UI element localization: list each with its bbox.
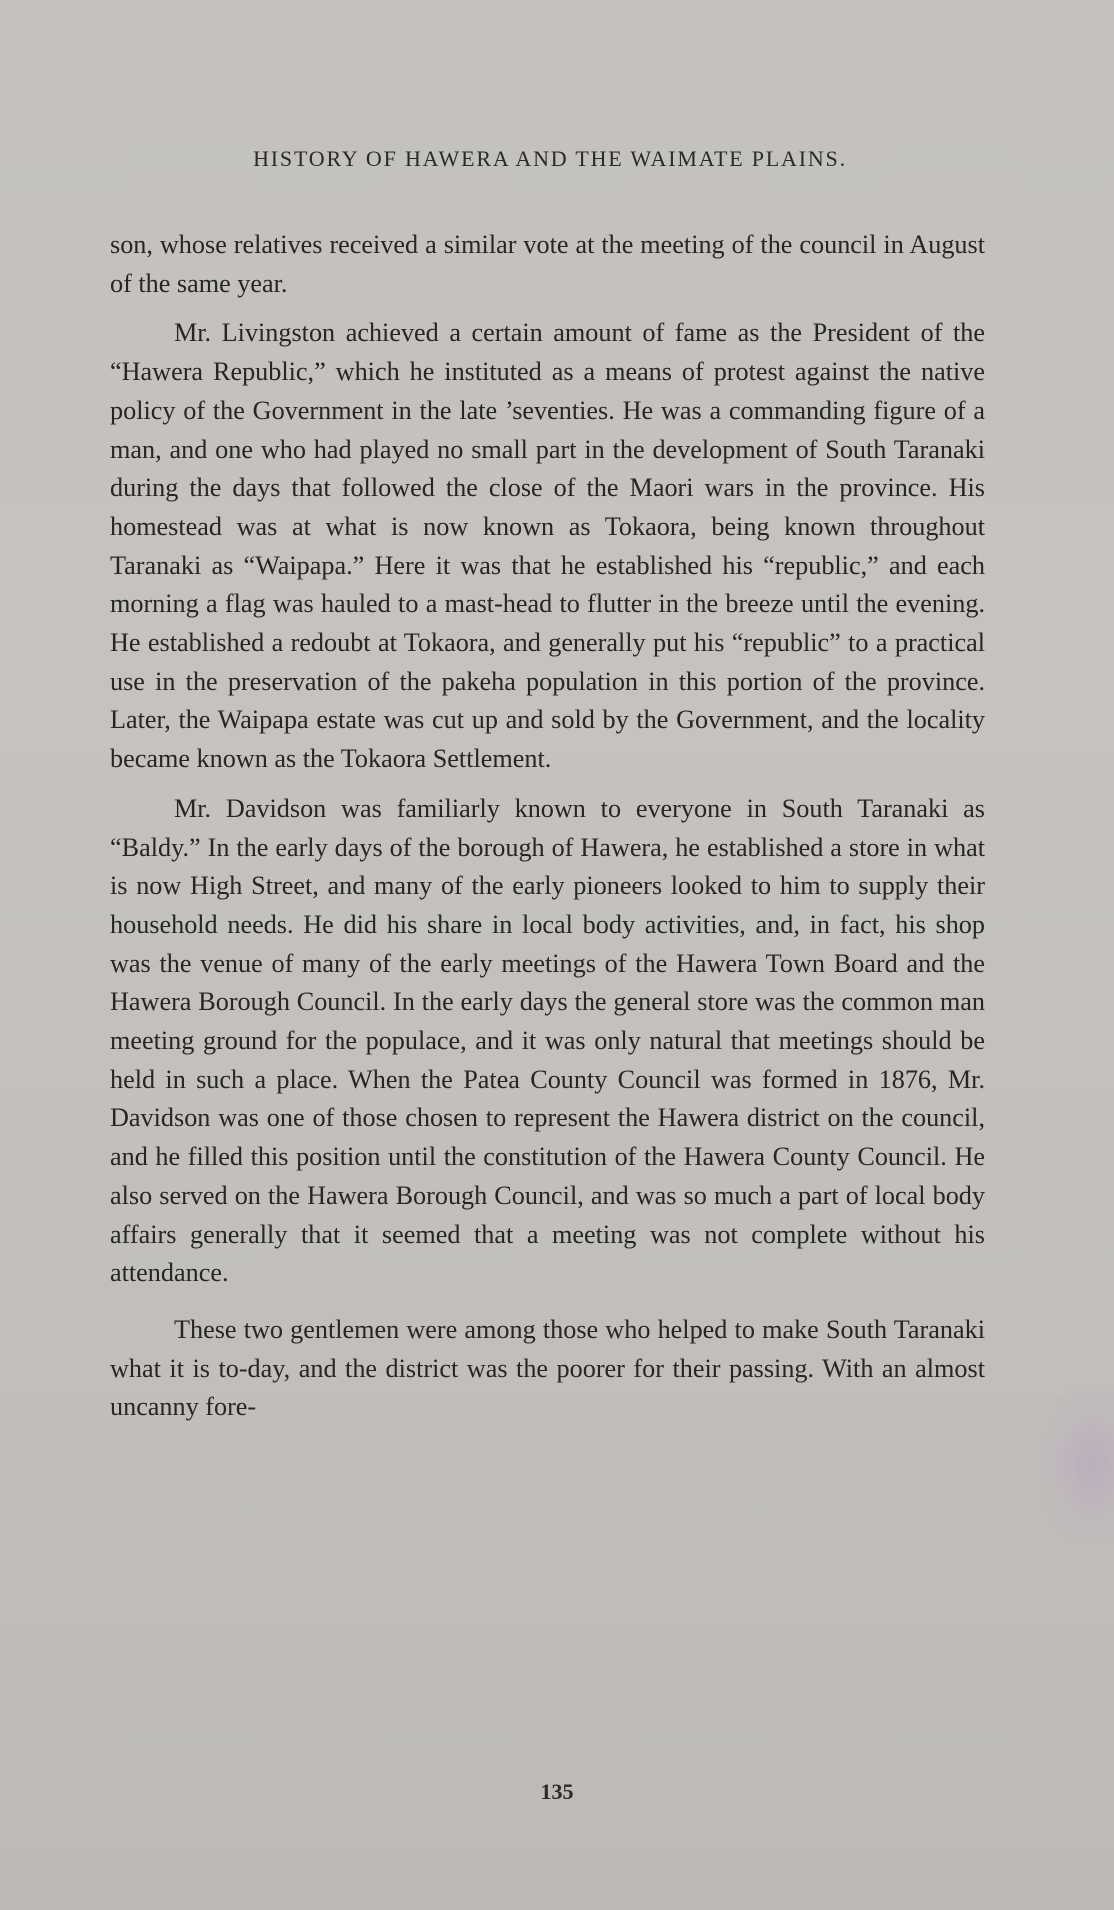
paragraph-closing: These two gentlemen were among those who helped to make South Taranaki what it is to-day, and the district was the poorer for their passing. With an almost uncanny fore- bbox=[110, 1314, 985, 1422]
paragraph-davidson: Mr. Davidson was familiarly known to everyone in South Taranaki as “Baldy.” In the early days of the borough of Hawera, he established a store in what is now High Street, and many of the early pioneers looked to him to supply their household needs. He did his share in local body activities, and, in fact, his shop was the venue of many of the early meetings of the Hawera Town Board and the Hawera Borough Council. In the early days the general store was the common man meeting ground for the populace, and it was only natural that meetings should be held in such a place. When the Patea County Council was formed in 1876, Mr. Davidson was one of those chosen to represent the Hawera district on the council, and he filled this position until the constitution of the Hawera County Council. He also served on the Hawera Borough Council, and was so much a part of local body affairs generally that it seemed that a meeting was not complete without his attendance. bbox=[110, 793, 985, 1288]
paragraph-continuation: son, whose relatives received a similar vote at the meeting of the council in August of the same year. bbox=[110, 230, 985, 298]
paper-stain bbox=[1040, 1390, 1114, 1540]
running-header: HISTORY OF HAWERA AND THE WAIMATE PLAINS. bbox=[253, 146, 847, 171]
page-number: 135 bbox=[540, 1779, 574, 1804]
page-body bbox=[110, 226, 985, 1427]
paragraph-livingston: Mr. Livingston achieved a certain amount of fame as the President of the “Hawera Republic,” which he instituted as a means of protest against the native policy of the Government in the late ’seventies. He was a commanding figure of a man, and one who had played no small part in the development of South Taranaki during the days that followed the close of the Maori wars in the province. His homestead was at what is now known as Tokaora, being known throughout Taranaki as “Waipapa.” Here it was that he established his “republic,” and each morning a flag was hauled to a mast-head to flutter in the breeze until the evening. He established a redoubt at Tokaora, and generally put his “republic” to a practical use in the preservation of the pakeha population in this portion of the province. Later, the Waipapa estate was cut up and sold by the Government, and the locality became known as the Tokaora Settlement. bbox=[110, 318, 985, 774]
